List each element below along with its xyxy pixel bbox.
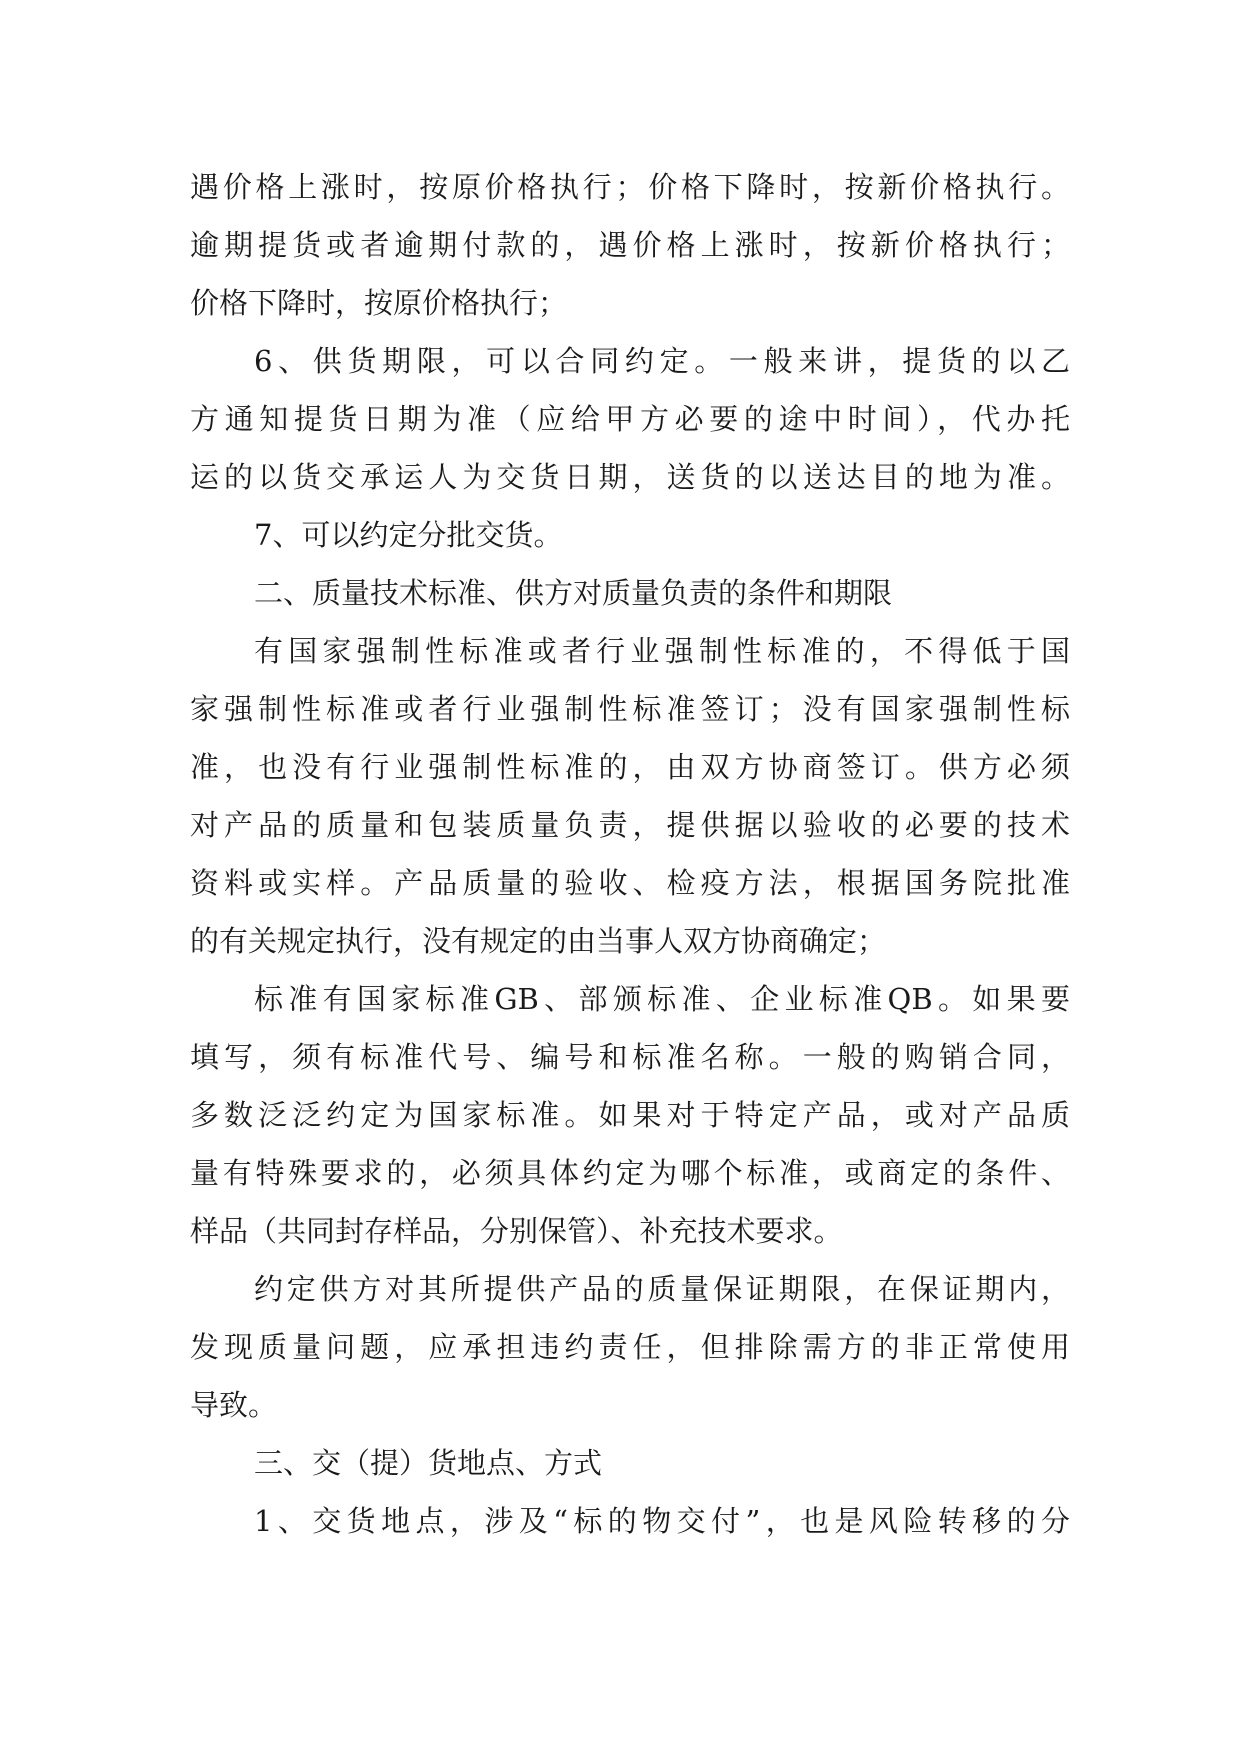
text-line: 标准有国家标准GB、部颁标准、企业标准QB。如果要 <box>254 982 1070 1016</box>
text-line: 价格下降时，按原价格执行； <box>190 286 568 320</box>
text-line: 的有关规定执行，没有规定的由当事人双方协商确定； <box>190 924 887 958</box>
document-body <box>190 158 1070 1550</box>
text-line: 7、可以约定分批交货。 <box>254 518 563 552</box>
text-line: 1、交货地点，涉及“标的物交付”，也是风险转移的分 <box>254 1504 1070 1538</box>
text-line: 遇价格上涨时，按原价格执行；价格下降时，按新价格执行。 <box>190 170 1070 204</box>
text-line: 方通知提货日期为准（应给甲方必要的途中时间），代办托 <box>190 402 1070 436</box>
text-line: 准，也没有行业强制性标准的，由双方协商签订。供方必须 <box>190 750 1070 784</box>
section-heading: 三、交（提）货地点、方式 <box>254 1446 603 1480</box>
text-line: 资料或实样。产品质量的验收、检疫方法，根据国务院批准 <box>190 866 1070 900</box>
text-line: 家强制性标准或者行业强制性标准签订；没有国家强制性标 <box>190 692 1070 726</box>
text-line: 填写，须有标准代号、编号和标准名称。一般的购销合同， <box>190 1040 1070 1074</box>
text-line: 对产品的质量和包装质量负责，提供据以验收的必要的技术 <box>190 808 1070 842</box>
text-line: 导致。 <box>190 1388 278 1422</box>
text-line: 逾期提货或者逾期付款的，遇价格上涨时，按新价格执行； <box>190 228 1070 262</box>
text-line: 运的以货交承运人为交货日期，送货的以送达目的地为准。 <box>190 460 1070 494</box>
text-line: 多数泛泛约定为国家标准。如果对于特定产品，或对产品质 <box>190 1098 1070 1132</box>
text-line: 量有特殊要求的，必须具体约定为哪个标准，或商定的条件、 <box>190 1156 1070 1190</box>
text-line: 约定供方对其所提供产品的质量保证期限，在保证期内， <box>254 1272 1070 1306</box>
text-line: 6、供货期限，可以合同约定。一般来讲，提货的以乙 <box>254 344 1070 378</box>
text-line: 有国家强制性标准或者行业强制性标准的，不得低于国 <box>254 634 1070 668</box>
section-heading: 二、质量技术标准、供方对质量负责的条件和期限 <box>254 576 893 610</box>
text-line: 样品（共同封存样品，分别保管）、补充技术要求。 <box>190 1214 843 1248</box>
text-line: 发现质量问题，应承担违约责任，但排除需方的非正常使用 <box>190 1330 1070 1364</box>
